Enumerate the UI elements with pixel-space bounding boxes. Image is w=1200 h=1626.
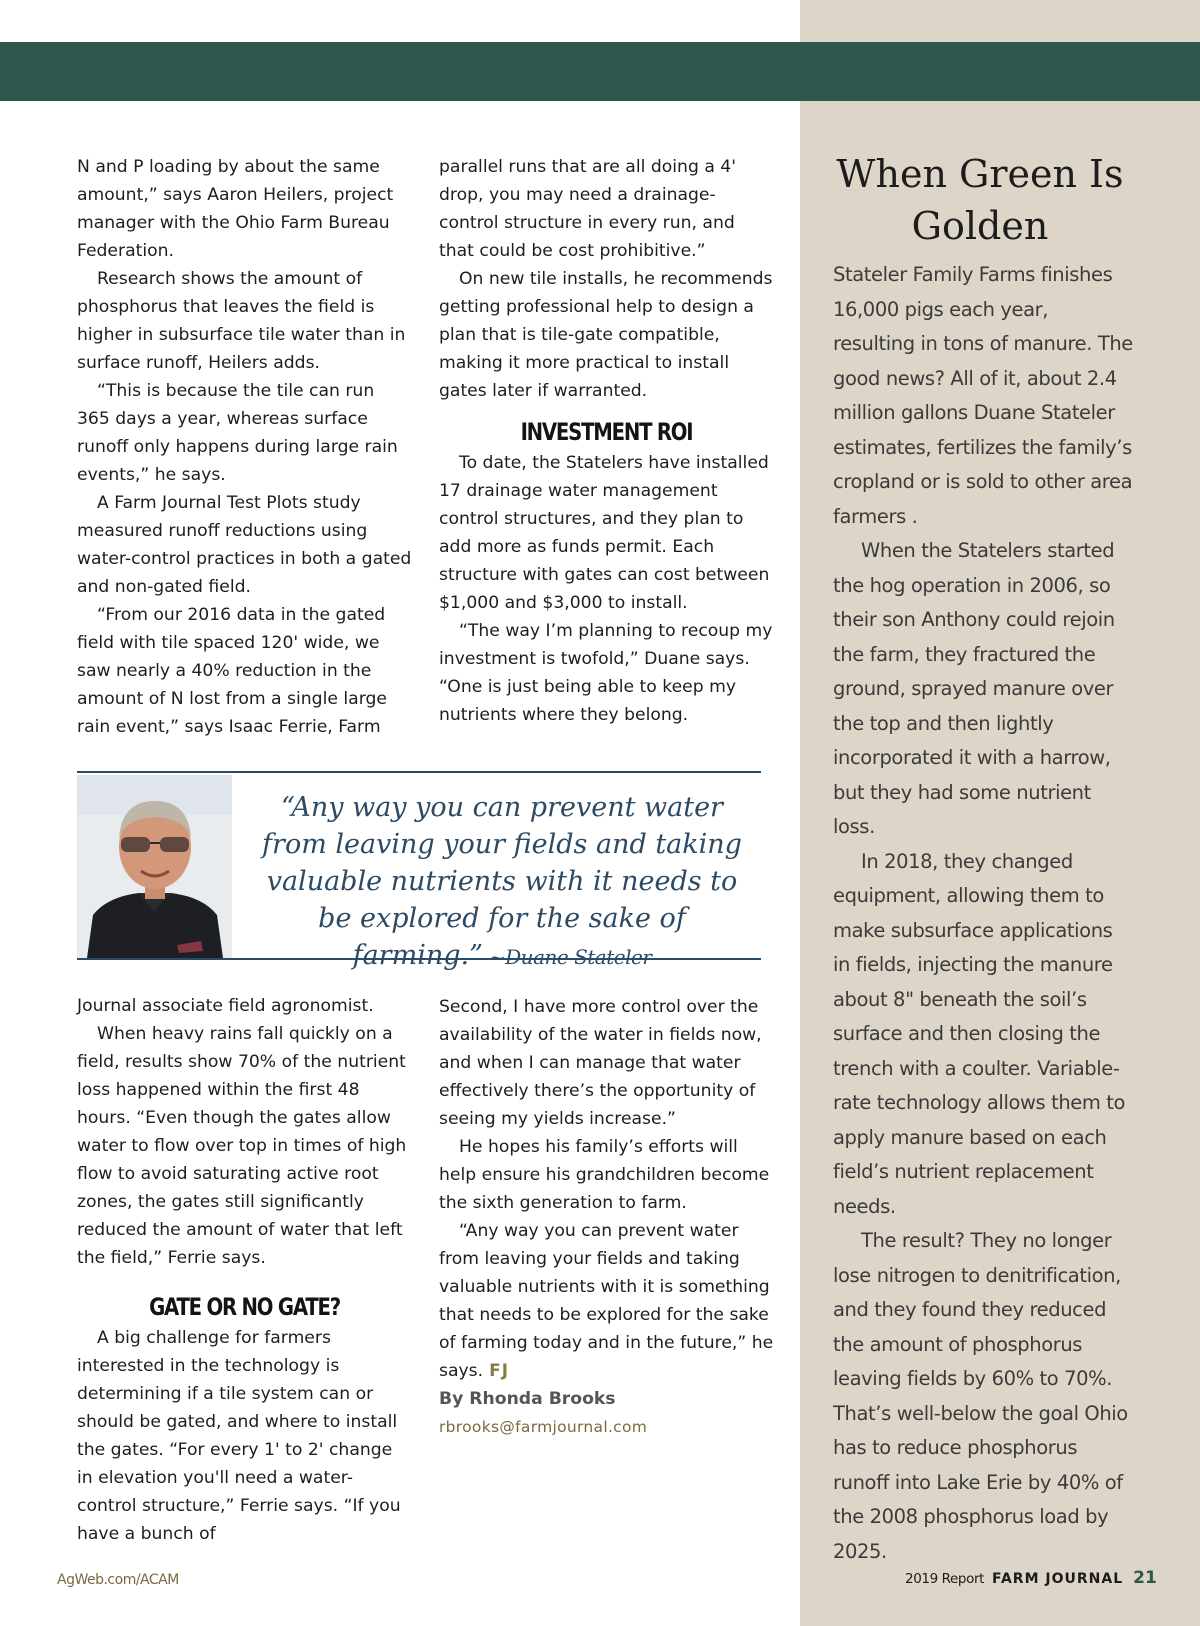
paragraph: When heavy rains fall quickly on a field, results show 70% of the nutrient loss happened within the first 48 hours. “Even though the gates allow water to flow over top in times of high flow to avoid saturating active root zones, the gates still significantly reduced the amount of water that left the field,” Ferrie says. [77, 1024, 407, 1268]
paragraph: He hopes his family’s efforts will help ensure his grandchildren become the sixth generation to farm. [439, 1137, 770, 1213]
subhead-gate-or-no-gate: GATE OR NO GATE? [149, 1293, 340, 1321]
paragraph: To date, the Statelers have installed 17 drainage water management control structures, and they plan to add more as funds permit. Each structure with gates can cost between $1,000 and $3,000 to install. [439, 453, 770, 613]
paragraph: A Farm Journal Test Plots study measured runoff reductions using water-control practices in both a gated and non-gated field. [77, 493, 412, 597]
paragraph: N and P loading by about the same amount,” says Aaron Heilers, project manager with the Ohio Farm Bureau Federation. [77, 157, 394, 261]
duane-stateler-photo [77, 775, 232, 958]
paragraph: Journal associate field agronomist. [77, 996, 374, 1016]
sidebar-title: When Green Is Golden [836, 152, 1124, 248]
paragraph: The result? They no longer lose nitrogen to denitrification, and they found they reduced the amount of phosphorus leaving fields by 60% to 70%. That’s well-below the goal Ohio has to reduce phosphorus runoff into Lake Erie by 40% of the 2008 phosphorus load by 2025. [833, 1229, 1128, 1563]
sidebar-body [833, 258, 1133, 1569]
article-column-2-top [439, 153, 774, 729]
page-number: 21 [1133, 1568, 1157, 1588]
pull-quote [247, 789, 757, 976]
header-band [0, 42, 1200, 101]
paragraph: parallel runs that are all doing a 4' drop, you may need a drainage-control structure in every run, and that could be cost prohibitive.” [439, 157, 736, 261]
paragraph: “The way I’m planning to recoup my investment is twofold,” Duane says. “One is just being able to keep my nutrients where they belong. [439, 621, 773, 725]
paragraph: Research shows the amount of phosphorus that leaves the field is higher in subsurface tile water than in surface runoff, Heilers adds. [77, 269, 406, 373]
pull-quote-text: “Any way you can prevent water from leaving your fields and taking valuable nutrients with it needs to be explored for the sake of farming.” [262, 792, 742, 971]
byline: By Rhonda Brooks [439, 1389, 616, 1409]
paragraph: On new tile installs, he recommends getting professional help to design a plan that is tile-gate compatible, making it more practical to install gates later if warranted. [439, 269, 773, 401]
article-closing-paragraph [439, 1217, 774, 1385]
paragraph: When the Statelers started the hog operation in 2006, so their son Anthony could rejoin the farm, they fractured the ground, sprayed manure over the top and then lightly incorporated it with a harrow, but they had some nutrient loss. [833, 539, 1115, 838]
pull-quote-box [77, 771, 761, 971]
author-email[interactable]: rbrooks@farmjournal.com [439, 1418, 648, 1436]
paragraph: Second, I have more control over the availability of the water in fields now, and when I can manage that water effectively there’s the opportunity of seeing my yields increase.” [439, 997, 762, 1129]
end-mark-fj: FJ [489, 1361, 510, 1381]
pull-quote-attribution: ~Duane Stateler [488, 945, 652, 969]
paragraph: A big challenge for farmers interested in the technology is determining if a tile system can or should be gated, and where to install the gates. “For every 1' to 2' change in elevation you'll need a water-control structure,” Ferrie says. “If you have a bunch of [77, 1328, 401, 1544]
footer-publication [905, 1568, 1157, 1588]
article-column-2-bottom [439, 993, 774, 1441]
paragraph: “This is because the tile can run 365 days a year, whereas surface runoff only happens during large rain events,” he says. [77, 381, 398, 485]
paragraph: “From our 2016 data in the gated field with tile spaced 120' wide, we saw nearly a 40% reduction in the amount of N lost from a single large rain event,” says Isaac Ferrie, Farm [77, 605, 387, 737]
paragraph: In 2018, they changed equipment, allowing them to make subsurface applications in fields, injecting the manure about 8" beneath the soil’s surface and then closing the trench with a coulter. Variable-rate technology allows them to apply manure based on each field’s nutrient replacement needs. [833, 849, 1126, 1218]
footer-report: 2019 Report [905, 1571, 984, 1587]
article-closing-text: “Any way you can prevent water from leaving your fields and taking valuable nutrients with it is something that needs to be explored for the sake of farming today and in the future,” he says. [439, 1221, 774, 1381]
article-column-1-bottom [77, 992, 412, 1548]
footer-magazine: FARM JOURNAL [992, 1571, 1124, 1587]
article-column-1-top [77, 153, 412, 741]
footer-website[interactable]: AgWeb.com/ACAM [57, 1572, 179, 1588]
subhead-investment-roi: INVESTMENT ROI [520, 418, 693, 446]
paragraph: Stateler Family Farms finishes 16,000 pigs each year, resulting in tons of manure. The good news? All of it, about 2.4 million gallons Duane Stateler estimates, fertilizes the family’s cropland or is sold to other area farmers . [833, 263, 1133, 528]
